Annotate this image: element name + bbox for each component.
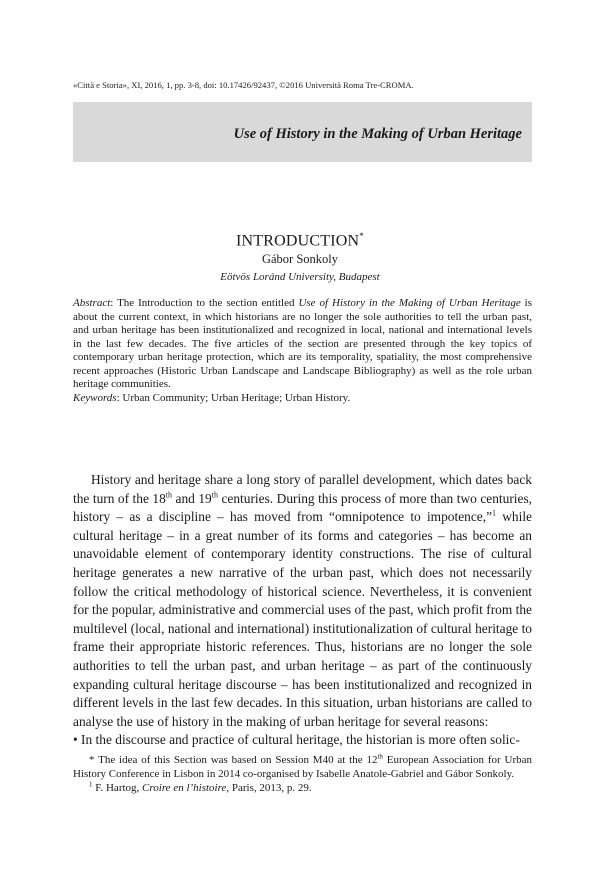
body-paragraph [73,471,532,731]
superscript: th [165,490,173,500]
section-title: Use of History in the Making of Urban Heritage [233,126,522,142]
body-text-segment: centuries. During this process of more than two centuries, history – as a discipline – has moved from “omnipotence to impotence,” [73,490,532,525]
footnote-text: European Association for Urban History Conference in Lisbon in 2014 co-organised by Isabelle Anatole-Gabriel and Gábor Sonkoly. [73,754,533,780]
author-affiliation: Eötvös Loránd University, Budapest [220,271,380,283]
abstract-block [73,297,532,405]
abstract-text-cont: is about the current context, in which historians are no longer the sole authorities to tell the urban past, and urban heritage has been institutionalized and recognized in local, national and international levels in the last few decades. The five articles of the section are presented through the key topics of contemporary urban heritage protection, which are its temporality, spatiality, the most comprehensive recent approaches (Historic Urban Landscape and Landscape Bibliography) as well as the role urban heritage communities. [73,297,532,390]
heading-text: INTRODUCTION [236,232,360,250]
keywords-paragraph [73,392,532,406]
section-banner [73,102,532,162]
footnote-number: 1 [89,780,93,789]
superscript: th [377,752,383,761]
footnote-ref-1: 1 [492,508,497,518]
footnote-text: , Paris, 2013, p. 29. [226,782,312,794]
footnote-text: F. Hartog, [92,782,143,794]
abstract-title-ref: Use of History in the Making of Urban Heritage [298,297,521,309]
heading-footnote-mark: * [359,231,364,241]
body-text-segment: History and heritage share a long story of parallel development, which dates back the turn of the 18 [73,472,532,506]
footnote-star [73,753,532,781]
body-text [73,471,532,750]
body-text-segment: and 19 [172,490,212,506]
journal-citation: «Città e Storia», XI, 2016, 1, pp. 3-8, doi: 10.17426/92437, ©2016 Università Roma Tre-CROMA. [73,80,414,90]
footnote-text: * The idea of this Section was based on Session M40 at the 12 [89,754,378,766]
abstract-paragraph [73,297,532,392]
footnotes [73,753,532,795]
body-text-segment: while cultural heritage – in a great number of its forms and categories – has become an unavoidable element of contemporary identity constructions. The rise of cultural heritage generates a new narrative of the urban past, which does not necessarily follow the critical methodology of historical science. Nevertheless, it is convenient for the popular, administrative and commercial uses of the past, which profit from the multilevel (local, national and international) institutionalization of cultural heritage to frame their appropriate historic references. Thus, historians are no longer the sole authorities to tell the urban past, and urban heritage – as part of the continuously expanding cultural heritage discourse – has been institutionalized and recognized in different levels in the last few decades. In this situation, urban historians are called to analyse the use of history in the making of urban heritage for several reasons: [73,509,532,729]
footnote-1 [73,781,532,795]
keywords-label: Keywords [73,391,117,404]
keywords-text: : Urban Community; Urban Heritage; Urban History. [116,391,351,404]
abstract-text: : The Introduction to the section entitled [110,297,299,309]
abstract-label: Abstract [73,297,111,309]
article-heading [0,231,600,250]
footnote-book-title: Croire en l’histoire [142,782,227,794]
author-name: Gábor Sonkoly [261,252,339,266]
bullet-item: • In the discourse and practice of cultural heritage, the historian is more often solic- [73,732,520,748]
superscript: th [211,490,218,500]
